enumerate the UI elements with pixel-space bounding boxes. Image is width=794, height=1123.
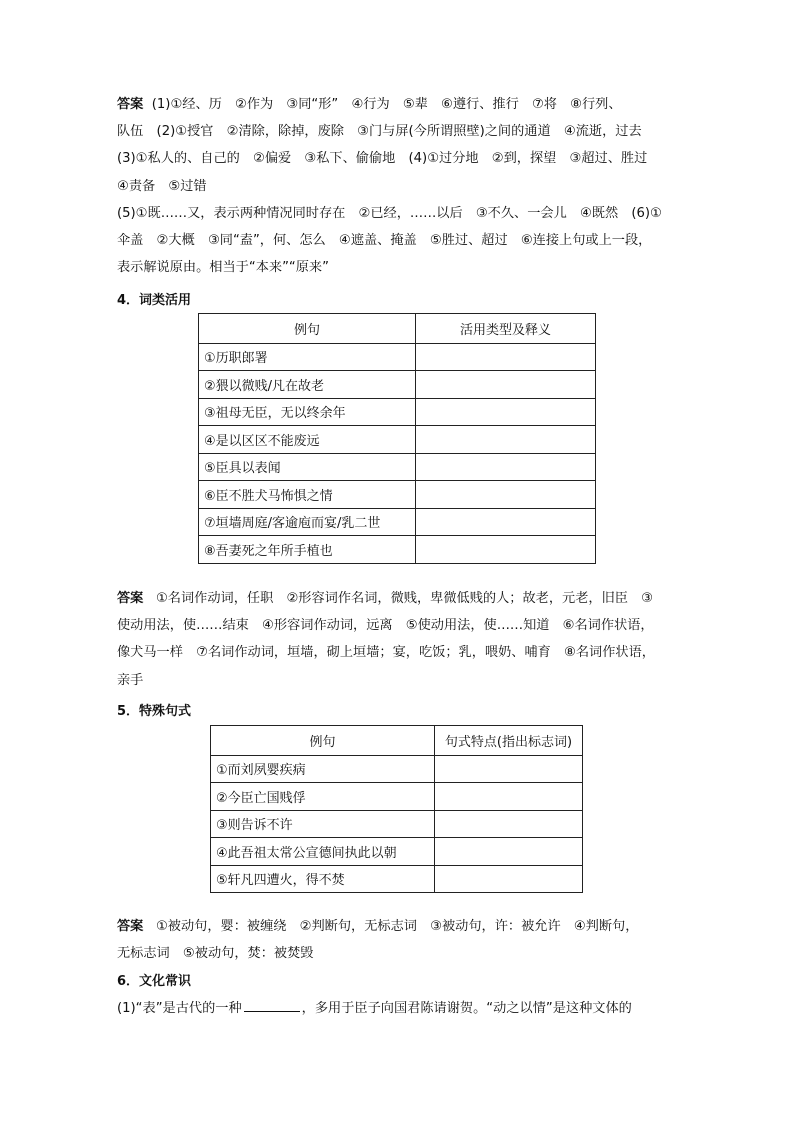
col-header-example: 例句 — [211, 726, 435, 756]
table-row — [199, 398, 596, 426]
example-cell: ①而刘夙婴疾病 — [211, 755, 435, 783]
answer-cell[interactable] — [416, 426, 596, 454]
example-cell: ②今臣亡国贱俘 — [211, 783, 435, 811]
answer-cell[interactable] — [416, 398, 596, 426]
answer-line: 伞盖 ②大概 ③同“盍”，何、怎么 ④遮盖、掩盖 ⑤胜过、超过 ⑥连接上句或上一段， — [117, 233, 652, 249]
example-cell: ④是以区区不能废远 — [199, 426, 416, 454]
example-cell: ⑧吾妻死之年所手植也 — [199, 536, 416, 564]
table-row — [199, 343, 596, 371]
table-row — [199, 426, 596, 454]
example-cell: ⑥臣不胜犬马怖惧之情 — [199, 481, 416, 509]
question-line: (1)“表”是古代的一种 ，多用于臣子向国君陈请谢贺。“动之以情”是这种文体的 — [117, 995, 682, 1022]
answer-cell[interactable] — [416, 481, 596, 509]
answer-line: ④责备 ⑤过错 — [117, 178, 207, 194]
special-sentence-table — [210, 725, 583, 893]
answer-cell[interactable] — [416, 453, 596, 481]
fill-in-blank[interactable] — [244, 997, 300, 1012]
answer-label: 答案 — [117, 919, 144, 934]
example-cell: ⑤臣具以表闻 — [199, 453, 416, 481]
answer-line: (5)①既……又，表示两种情况同时存在 ②已经，……以后 ③不久、一会儿 ④既然 (6)① — [117, 205, 662, 221]
col-header-example: 例句 — [199, 314, 416, 344]
example-cell: ③祖母无臣，无以终余年 — [199, 398, 416, 426]
answer-line: 使动用法，使……结束 ④形容词作动词，远离 ⑤使动用法，使……知道 ⑥名词作状语， — [117, 618, 654, 634]
answer-block-3 — [117, 913, 682, 967]
example-cell: ④此吾祖太常公宣德间执此以朝 — [211, 838, 435, 866]
example-cell: ③则告诉不许 — [211, 810, 435, 838]
example-cell: ⑦垣墙周庭/客逾庖而宴/乳二世 — [199, 508, 416, 536]
table-row — [211, 810, 583, 838]
answer-line: 像犬马一样 ⑦名词作动词，垣墙，砌上垣墙；宴，吃饭；乳，喂奶、哺育 ⑧名词作状语， — [117, 645, 655, 661]
answer-line: 无标志词 ⑤被动句，焚：被焚毁 — [117, 946, 314, 962]
answer-cell[interactable] — [416, 343, 596, 371]
table-row — [211, 838, 583, 866]
table-row — [211, 865, 583, 893]
parts-of-speech-table — [198, 313, 596, 564]
answer-line: 答案 ①被动句，婴：被缠绕 ②判断句，无标志词 ③被动句，许：被允许 ④判断句， — [117, 919, 639, 934]
section-6-heading: 6．文化常识 — [117, 974, 192, 989]
example-cell: ⑤轩凡四遭火，得不焚 — [211, 865, 435, 893]
answer-cell[interactable] — [416, 536, 596, 564]
answer-label: 答案 — [117, 97, 144, 112]
answer-cell[interactable] — [416, 371, 596, 399]
table-row — [199, 536, 596, 564]
answer-cell[interactable] — [435, 865, 583, 893]
section-5-heading: 5．特殊句式 — [117, 704, 192, 719]
answer-line: (3)①私人的、自己的 ②偏爱 ③私下、偷偷地 (4)①过分地 ②到，探望 ③超过、胜过 — [117, 151, 648, 167]
col-header-feature: 句式特点(指出标志词) — [435, 726, 583, 756]
answer-line: 亲手 — [117, 672, 144, 688]
answer-block-1 — [117, 91, 682, 281]
answer-cell[interactable] — [435, 838, 583, 866]
table-header-row — [211, 726, 583, 756]
answer-line: 表示解说原由。相当于“本来”“原来” — [117, 260, 329, 276]
table-row — [199, 453, 596, 481]
table-row — [199, 508, 596, 536]
table-row — [211, 783, 583, 811]
table-row — [199, 481, 596, 509]
answer-line: 答案 ①名词作动词，任职 ②形容词作名词，微贱，卑微低贱的人；故老，元老，旧臣 ③ — [117, 591, 653, 606]
table-row — [199, 371, 596, 399]
section-6-question — [117, 995, 682, 1022]
answer-cell[interactable] — [416, 508, 596, 536]
answer-cell[interactable] — [435, 810, 583, 838]
answer-cell[interactable] — [435, 783, 583, 811]
answer-cell[interactable] — [435, 755, 583, 783]
answer-line: 队伍 (2)①授官 ②清除，除掉，废除 ③门与屏(今所谓照壁)之间的通道 ④流逝，过去 — [117, 124, 642, 140]
answer-block-2 — [117, 585, 682, 694]
answer-line: 答案 (1)①经、历 ②作为 ③同“形” ④行为 ⑤辈 ⑥遵行、推行 ⑦将 ⑧行列、 — [117, 97, 622, 112]
example-cell: ②猥以微贱/凡在故老 — [199, 371, 416, 399]
example-cell: ①历职郎署 — [199, 343, 416, 371]
table-row — [211, 755, 583, 783]
col-header-type: 活用类型及释义 — [416, 314, 596, 344]
table-header-row — [199, 314, 596, 344]
answer-label: 答案 — [117, 591, 144, 606]
section-4-heading: 4．词类活用 — [117, 293, 192, 308]
